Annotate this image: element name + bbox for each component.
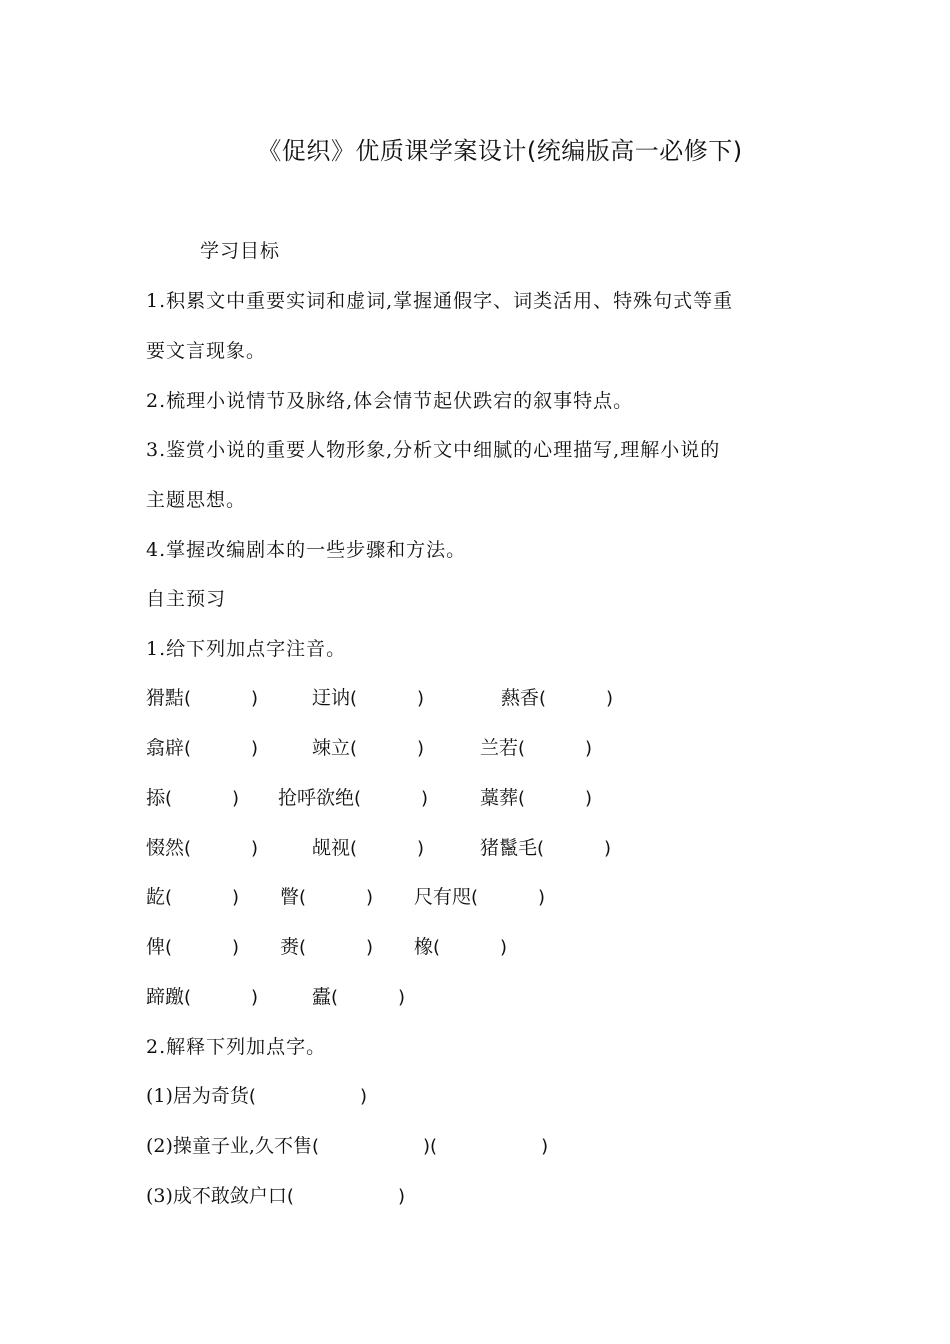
pinyin-item: 藁葬( ) <box>480 787 593 809</box>
pinyin-item: 迂讷( ) <box>312 687 425 709</box>
pinyin-item: 俾( ) <box>146 936 240 958</box>
pinyin-item: 翕辟( ) <box>146 737 259 759</box>
pinyin-item: 竦立( ) <box>312 737 425 759</box>
goal-line: 主题思想。 <box>146 489 247 511</box>
pinyin-item: 橡( ) <box>414 936 508 958</box>
pinyin-item: 赉( ) <box>280 936 374 958</box>
pinyin-item: 尺有咫( ) <box>414 886 546 908</box>
explain-item: (2)操童子业,久不售( )( ) <box>146 1135 549 1157</box>
explain-item: (3)成不敢敛户口( ) <box>146 1185 405 1207</box>
explain-item: (1)居为奇货( ) <box>146 1085 367 1107</box>
pinyin-item: 抢呼欲绝( ) <box>278 787 429 809</box>
pinyin-item: 猾黠( ) <box>146 687 259 709</box>
section-heading-goals: 学习目标 <box>200 240 281 262</box>
pinyin-item: 惙然( ) <box>146 837 259 859</box>
pinyin-item: 觇视( ) <box>312 837 425 859</box>
pinyin-item: 猪鬣毛( ) <box>480 837 612 859</box>
pinyin-item: 兰若( ) <box>480 737 593 759</box>
pinyin-item: 龁( ) <box>146 886 240 908</box>
pinyin-item: 爇香( ) <box>501 687 614 709</box>
goal-line: 4.掌握改编剧本的一些步骤和方法。 <box>146 539 467 561</box>
pinyin-item: 蹄躈( ) <box>146 986 259 1008</box>
goal-line: 要文言现象。 <box>146 340 267 362</box>
question-1-prompt: 1.给下列加点字注音。 <box>146 638 347 660</box>
question-2-prompt: 2.解释下列加点字。 <box>146 1036 327 1058</box>
document-title: 《促织》优质课学案设计(统编版高一必修下) <box>257 137 743 165</box>
pinyin-item: 掭( ) <box>146 787 240 809</box>
pinyin-item: 蠹( ) <box>312 986 406 1008</box>
pinyin-item: 瞥( ) <box>280 886 374 908</box>
goal-line: 2.梳理小说情节及脉络,体会情节起伏跌宕的叙事特点。 <box>146 390 634 412</box>
goal-line: 3.鉴赏小说的重要人物形象,分析文中细腻的心理描写,理解小说的 <box>146 439 721 461</box>
goal-line: 1.积累文中重要实词和虚词,掌握通假字、词类活用、特殊句式等重 <box>146 290 734 312</box>
section-heading-preview: 自主预习 <box>146 588 227 610</box>
